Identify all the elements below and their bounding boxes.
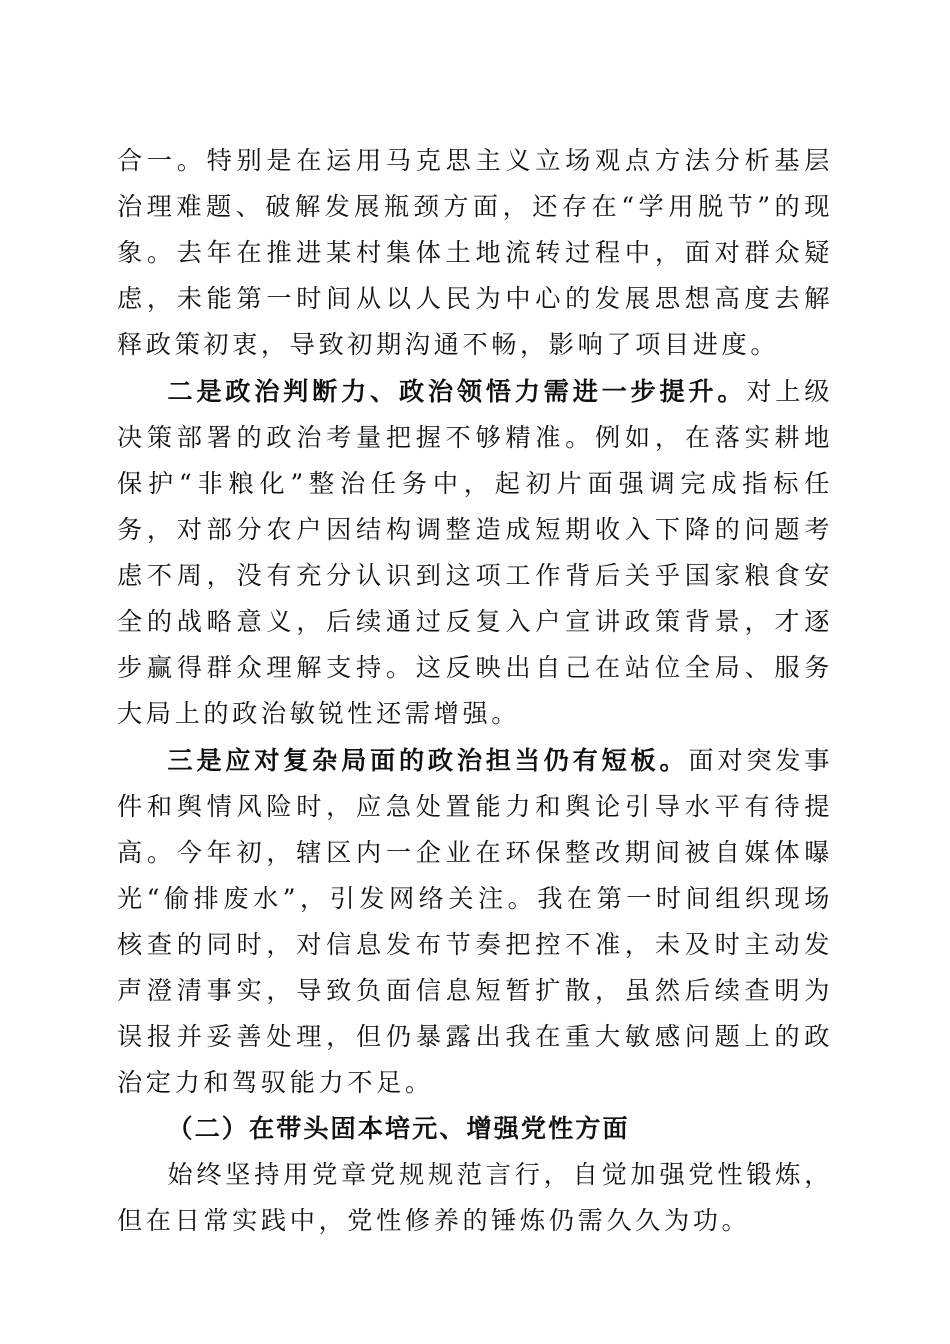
paragraph-body-political-responsibility: 面对突发事件和舆情风险时，应急处置能力和舆论引导水平有待提高。今年初，辖区内一企业在环保整改期间被自媒体曝光“偷排废水”，引发网络关注。我在第一时间组织现场核查的同时，对信息发布节奏把控不准，未及时主动发声澄清事实，导致负面信息短暂扩散，虽然后续查明为误报并妥善处理，但仍暴露出我在重大敏感问题上的政治定力和驾驭能力不足。 bbox=[117, 746, 833, 1097]
paragraph-body-political-judgment: 对上级决策部署的政治考量把握不够精准。例如，在落实耕地保护“非粮化”整治任务中，起初片面强调完成指标任务，对部分农户因结构调整造成短期收入下降的问题考虑不周，没有充分认识到这项工作背后关乎国家粮食安全的战略意义，后续通过反复入户宣讲政策背景，才逐步赢得群众理解支持。这反映出自己在站位全局、服务大局上的政治敏锐性还需增强。 bbox=[117, 377, 833, 728]
paragraph-party-spirit: 始终坚持用党章党规规范言行，自觉加强党性锻炼，但在日常实践中，党性修养的锤炼仍需久久为功。 bbox=[117, 1160, 833, 1235]
section-heading: （二）在带头固本培元、增强党性方面 bbox=[167, 1114, 630, 1143]
paragraph-lead-political-responsibility: 三是应对复杂局面的政治担当仍有短板。 bbox=[167, 745, 689, 775]
paragraph-political-responsibility bbox=[117, 737, 833, 1106]
paragraph-political-judgment bbox=[117, 368, 833, 737]
paragraph-lead-political-judgment: 二是政治判断力、政治领悟力需进一步提升。 bbox=[167, 376, 747, 406]
paragraph-continuation: 合一。特别是在运用马克思主义立场观点方法分析基层治理难题、破解发展瓶颈方面，还存在“学用脱节”的现象。去年在推进某村集体土地流转过程中，面对群众疑虑，未能第一时间从以人民为中心的发展思想高度去解释政策初衷，导致初期沟通不畅，影响了项目进度。 bbox=[117, 146, 833, 359]
document-body bbox=[117, 138, 833, 1244]
